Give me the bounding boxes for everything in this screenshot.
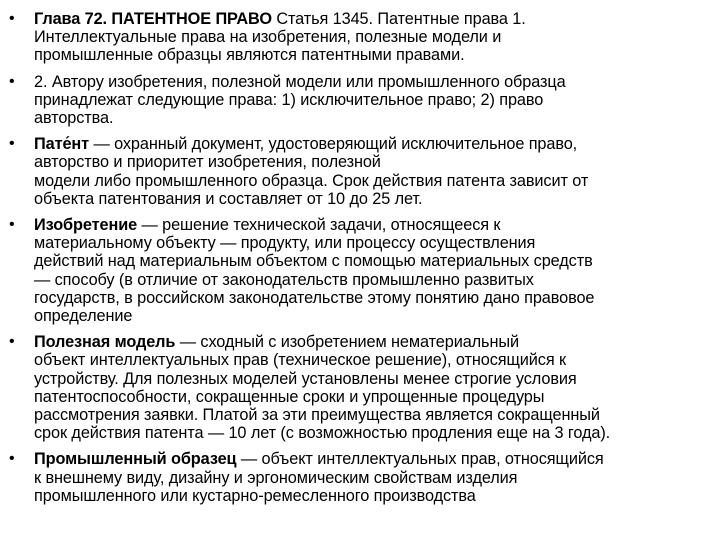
term-chapter: Глава 72. ПАТЕНТНОЕ ПРАВО [34, 10, 272, 28]
bullet-point: • [9, 135, 15, 153]
bullet-item-invention [6, 216, 718, 325]
text-line: промышленного или кустарно-ремесленного производства [34, 486, 476, 505]
term-utility-model: Полезная модель [34, 333, 176, 352]
bullet-item-industrial-design [6, 450, 718, 505]
text-line: авторства. [34, 109, 114, 128]
bullet-item-utility-model [6, 333, 718, 442]
text-line: промышленные образцы являются патентными правами. [34, 46, 465, 65]
term-invention: Изобретение [34, 216, 138, 235]
bullet-point: • [9, 450, 15, 468]
text-line: рассмотрения заявки. Платой за эти преимущества является сокращенный [34, 406, 600, 425]
term-patent: Пате́нт [34, 135, 90, 154]
bullet-point: • [9, 10, 15, 27]
text-line: материальному объекту — продукту, или процессу осуществления [34, 234, 536, 253]
text-line: патентоспособности, сокращенные сроки и упрощенные процедуры [34, 387, 545, 406]
text-line: — объект интеллектуальных прав, относящийся [236, 450, 604, 469]
bullet-list [6, 10, 718, 513]
text-line: принадлежат следующие права: 1) исключительное право; 2) право [34, 90, 544, 109]
text-line: объекта патентования и составляет от 10 до 25 лет. [34, 189, 423, 208]
text-line: к внешнему виду, дизайну и эргономическим свойствам изделия [34, 468, 518, 487]
text-line: 2. Автору изобретения, полезной модели или промышленного образца [34, 72, 566, 91]
text-line: — способу (в отличие от законодательств промышленно развитых [34, 270, 534, 289]
text-line: срок действия патента — 10 лет (с возможностью продления еще на 3 года). [34, 424, 611, 443]
bullet-point: • [9, 333, 15, 351]
text-line [34, 333, 714, 351]
bullet-point: • [9, 72, 15, 90]
text-line: Интеллектуальные права на изобретения, полезные модели и [34, 28, 502, 47]
text-line: устройству. Для полезных моделей установлены менее строгие условия [34, 369, 577, 388]
text-line [34, 216, 714, 234]
text-line: действий над материальным объектом с помощью материальных средств [34, 252, 593, 271]
term-industrial-design: Промышленный образец [34, 450, 237, 469]
bullet-point: • [9, 216, 15, 234]
text-line [34, 10, 714, 28]
text-line: — охранный документ, удостоверяющий исключительное право, [89, 135, 578, 154]
bullet-item-patent [6, 135, 718, 208]
bullet-item-author-rights [6, 73, 718, 128]
text-line: Статья 1345. Патентные права 1. [271, 10, 526, 28]
text-line: — сходный с изобретением нематериальный [175, 333, 519, 352]
text-line: модели либо промышленного образца. Срок действия патента зависит от [34, 171, 589, 190]
text-line: — решение технической задачи, относящееся к [137, 216, 501, 235]
bullet-item-chapter [6, 10, 718, 65]
text-line: авторство и приоритет изобретения, полезной [34, 153, 381, 172]
text-line: определение [34, 307, 133, 326]
text-line: объект интеллектуальных прав (техническое решение), относящийся к [34, 351, 567, 370]
text-line [34, 135, 714, 153]
text-line: государств, в российском законодательстве этому понятию дано правовое [34, 288, 595, 307]
text-line [34, 450, 714, 468]
